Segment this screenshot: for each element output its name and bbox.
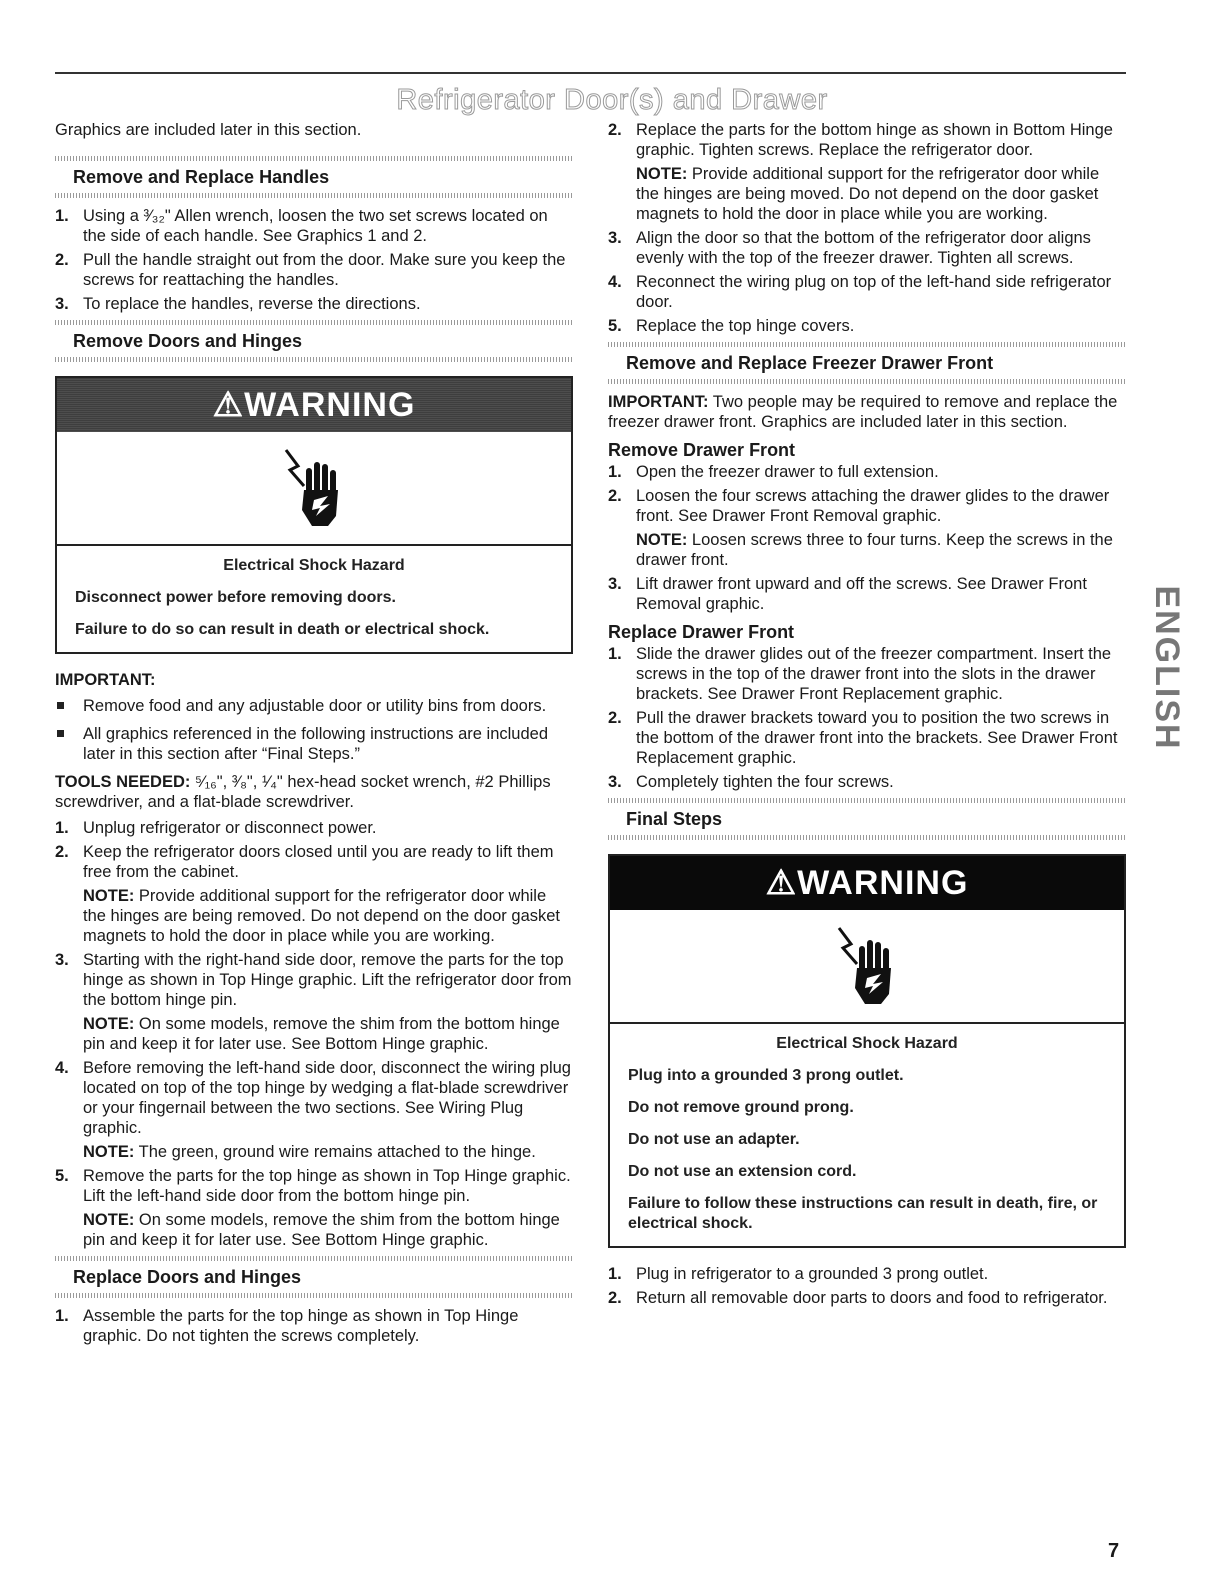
note-text: On some models, remove the shim from the bottom hinge pin and keep it for later use. See Bottom Hinge graphic. — [83, 1211, 560, 1249]
note — [636, 530, 1126, 570]
step-text: Starting with the right-hand side door, remove the parts for the top hinge as shown in Top Hinge graphic. Lift the refrigerator door from the bottom hinge pin. — [83, 951, 572, 1009]
dotted-divider — [55, 320, 573, 325]
left-column — [55, 120, 573, 1350]
step-number: 3. — [608, 773, 622, 791]
step-text: Plug in refrigerator to a grounded 3 prong outlet. — [636, 1265, 989, 1283]
step-text: Assemble the parts for the top hinge as shown in Top Hinge graphic. Do not tighten the screws completely. — [83, 1307, 519, 1345]
step-number: 2. — [55, 843, 69, 861]
list-item — [608, 462, 1126, 482]
note-text: Provide additional support for the refrigerator door while the hinges are being removed. Do not depend on the door gasket magnets to hold the door in place while you are working. — [83, 887, 561, 945]
page-number: 7 — [1108, 1540, 1120, 1562]
note — [83, 886, 573, 946]
step-number: 5. — [608, 317, 622, 335]
note-label: NOTE: — [636, 165, 688, 183]
section-header-final — [608, 798, 1126, 840]
hazard-title: Electrical Shock Hazard — [776, 1035, 958, 1052]
list-item — [608, 486, 1126, 570]
dotted-divider — [55, 1293, 573, 1298]
tools-needed — [55, 772, 573, 812]
list-item — [608, 574, 1126, 614]
right-column — [608, 120, 1126, 1312]
step-text: Pull the drawer brackets toward you to position the two screws in the bottom of the drawer front into the brackets. See Drawer Front Replacement graphic. — [636, 709, 1118, 767]
section-header-freezer — [608, 342, 1126, 384]
step-number: 1. — [608, 1265, 622, 1283]
warning-line: Plug into a grounded 3 prong outlet. — [628, 1067, 904, 1084]
list-item — [55, 950, 573, 1054]
list-item — [608, 228, 1126, 268]
doors-steps — [55, 818, 573, 1250]
step-text: Lift drawer front upward and off the screws. See Drawer Front Removal graphic. — [636, 575, 1087, 613]
list-item — [55, 294, 573, 314]
note — [83, 1210, 573, 1250]
important-label: IMPORTANT: — [55, 671, 156, 689]
step-number: 2. — [608, 1289, 622, 1307]
step-number: 1. — [608, 463, 622, 481]
dotted-divider — [608, 379, 1126, 384]
list-item — [608, 1288, 1126, 1308]
dotted-divider — [55, 1256, 573, 1261]
replace-steps-continued — [608, 120, 1126, 336]
warning-box — [608, 854, 1126, 1248]
list-item — [608, 272, 1126, 312]
note-label: NOTE: — [83, 1211, 135, 1229]
note-label: NOTE: — [83, 887, 135, 905]
step-number: 4. — [55, 1059, 69, 1077]
note-label: NOTE: — [83, 1143, 135, 1161]
warning-line: Disconnect power before removing doors. — [75, 589, 396, 606]
step-number: 3. — [608, 575, 622, 593]
list-item — [55, 1058, 573, 1162]
step-text: Return all removable door parts to doors and food to refrigerator. — [636, 1289, 1108, 1307]
hand-lightning-icon — [284, 446, 344, 530]
dotted-divider — [608, 342, 1126, 347]
step-text: Completely tighten the four screws. — [636, 773, 894, 791]
step-number: 4. — [608, 273, 622, 291]
section-heading: Remove Doors and Hinges — [73, 331, 303, 351]
section-header-doors — [55, 320, 573, 362]
replace-steps — [55, 1306, 573, 1346]
warning-line: Do not use an extension cord. — [628, 1163, 857, 1180]
step-number: 1. — [608, 645, 622, 663]
note-text: Provide additional support for the refrigerator door while the hinges are being moved. Do not depend on the door gasket magnets to hold the door in place while you are working. — [636, 165, 1100, 223]
step-text: Using a ³⁄₃₂" Allen wrench, loosen the two set screws located on the side of each handle. See Graphics 1 and 2. — [83, 207, 548, 245]
step-number: 3. — [608, 229, 622, 247]
tools-text: ⁵⁄₁₆", ³⁄₈", ¹⁄₄" hex-head socket wrench, #2 Phillips screwdriver, and a flat-blade screwdriver. — [55, 773, 551, 811]
step-text: Replace the parts for the bottom hinge as shown in Bottom Hinge graphic. Tighten screws. Replace the refrigerator door. — [636, 121, 1113, 159]
important-bullets — [55, 696, 573, 764]
hand-lightning-icon — [837, 924, 897, 1008]
list-item — [55, 1306, 573, 1346]
page-title: Refrigerator Door(s) and Drawer — [396, 84, 828, 116]
remove-drawer-steps — [608, 462, 1126, 614]
intro-text: Graphics are included later in this section. — [55, 121, 362, 139]
step-number: 2. — [608, 121, 622, 139]
important-label: IMPORTANT: — [608, 393, 709, 411]
step-number: 2. — [55, 251, 69, 269]
step-text: Align the door so that the bottom of the refrigerator door aligns evenly with the top of the freezer drawer. Tighten all screws. — [636, 229, 1091, 267]
section-heading: Remove and Replace Freezer Drawer Front — [626, 353, 994, 373]
dotted-divider — [55, 193, 573, 198]
list-item — [608, 708, 1126, 768]
subheading-replace-drawer: Replace Drawer Front — [608, 622, 795, 642]
replace-drawer-steps — [608, 644, 1126, 792]
list-item: Remove food and any adjustable door or utility bins from doors. — [55, 696, 573, 716]
section-heading: Remove and Replace Handles — [73, 167, 330, 187]
dotted-divider — [55, 357, 573, 362]
freezer-important — [608, 392, 1126, 432]
step-number: 5. — [55, 1167, 69, 1185]
note-label: NOTE: — [636, 531, 688, 549]
step-number: 2. — [608, 487, 622, 505]
warning-banner: ⚠WARNING — [610, 856, 1124, 910]
step-number: 1. — [55, 819, 69, 837]
list-item — [608, 120, 1126, 224]
hazard-title: Electrical Shock Hazard — [223, 557, 405, 574]
step-text: Keep the refrigerator doors closed until you are ready to lift them free from the cabinet. — [83, 843, 554, 881]
list-item — [55, 1166, 573, 1250]
step-text: Pull the handle straight out from the door. Make sure you keep the screws for reattaching the handles. — [83, 251, 566, 289]
step-number: 1. — [55, 1307, 69, 1325]
note-text: The green, ground wire remains attached to the hinge. — [134, 1143, 536, 1161]
note-label: NOTE: — [83, 1015, 135, 1033]
list-item — [608, 644, 1126, 704]
warning-line: Do not use an adapter. — [628, 1131, 800, 1148]
warning-line: Do not remove ground prong. — [628, 1099, 854, 1116]
subheading-remove-drawer: Remove Drawer Front — [608, 440, 796, 460]
warning-body — [57, 546, 571, 652]
step-number: 3. — [55, 951, 69, 969]
tools-label: TOOLS NEEDED: — [55, 773, 191, 791]
section-heading: Replace Doors and Hinges — [73, 1267, 302, 1287]
list-item — [55, 842, 573, 946]
important-text: Two people may be required to remove and replace the freezer drawer front. Graphics are included later in this section. — [608, 393, 1118, 431]
section-header-handles — [55, 156, 573, 198]
step-text: Reconnect the wiring plug on top of the left-hand side refrigerator door. — [636, 273, 1112, 311]
step-text: Unplug refrigerator or disconnect power. — [83, 819, 377, 837]
final-steps — [608, 1264, 1126, 1308]
section-header-replace — [55, 1256, 573, 1298]
list-item — [608, 772, 1126, 792]
list-item — [608, 316, 1126, 336]
list-item — [608, 1264, 1126, 1284]
step-number: 3. — [55, 295, 69, 313]
shock-hazard-icon — [610, 910, 1124, 1024]
side-tab-label: ENGLISH — [1148, 585, 1186, 751]
list-item — [55, 818, 573, 838]
note — [636, 164, 1126, 224]
shock-hazard-icon — [57, 432, 571, 546]
handles-steps — [55, 206, 573, 314]
note — [83, 1142, 573, 1162]
step-number: 2. — [608, 709, 622, 727]
top-rule — [55, 72, 1126, 74]
note-text: On some models, remove the shim from the bottom hinge pin and keep it for later use. See Bottom Hinge graphic. — [83, 1015, 560, 1053]
dotted-divider — [55, 156, 573, 161]
step-number: 1. — [55, 207, 69, 225]
step-text: Loosen the four screws attaching the drawer glides to the drawer front. See Drawer Front Removal graphic. — [636, 487, 1110, 525]
dotted-divider — [608, 798, 1126, 803]
warning-box — [55, 376, 573, 654]
step-text: To replace the handles, reverse the directions. — [83, 295, 421, 313]
warning-line: Failure to do so can result in death or electrical shock. — [75, 621, 490, 638]
list-item: All graphics referenced in the following instructions are included later in this section after “Final Steps.” — [55, 724, 573, 764]
warning-line: Failure to follow these instructions can result in death, fire, or electrical shock. — [628, 1195, 1098, 1232]
language-side-tab — [1149, 568, 1185, 768]
step-text: Slide the drawer glides out of the freezer compartment. Insert the screws in the top of the drawer front into the slots in the drawer brackets. See Drawer Front Replacement graphic. — [636, 645, 1112, 703]
note-text: Loosen screws three to four turns. Keep the screws in the drawer front. — [636, 531, 1113, 569]
step-text: Open the freezer drawer to full extension. — [636, 463, 939, 481]
note — [83, 1014, 573, 1054]
dotted-divider — [608, 835, 1126, 840]
list-item — [55, 250, 573, 290]
section-heading: Final Steps — [626, 809, 723, 829]
step-text: Before removing the left-hand side door, disconnect the wiring plug located on top of the top hinge by wedging a flat-blade screwdriver or your fingernail between the two sections. See Wiring Plug graphic. — [83, 1059, 571, 1137]
step-text: Remove the parts for the top hinge as shown in Top Hinge graphic. Lift the left-hand side door from the bottom hinge pin. — [83, 1167, 571, 1205]
warning-banner: ⚠WARNING — [57, 378, 571, 432]
list-item — [55, 206, 573, 246]
step-text: Replace the top hinge covers. — [636, 317, 855, 335]
warning-body — [610, 1024, 1124, 1246]
